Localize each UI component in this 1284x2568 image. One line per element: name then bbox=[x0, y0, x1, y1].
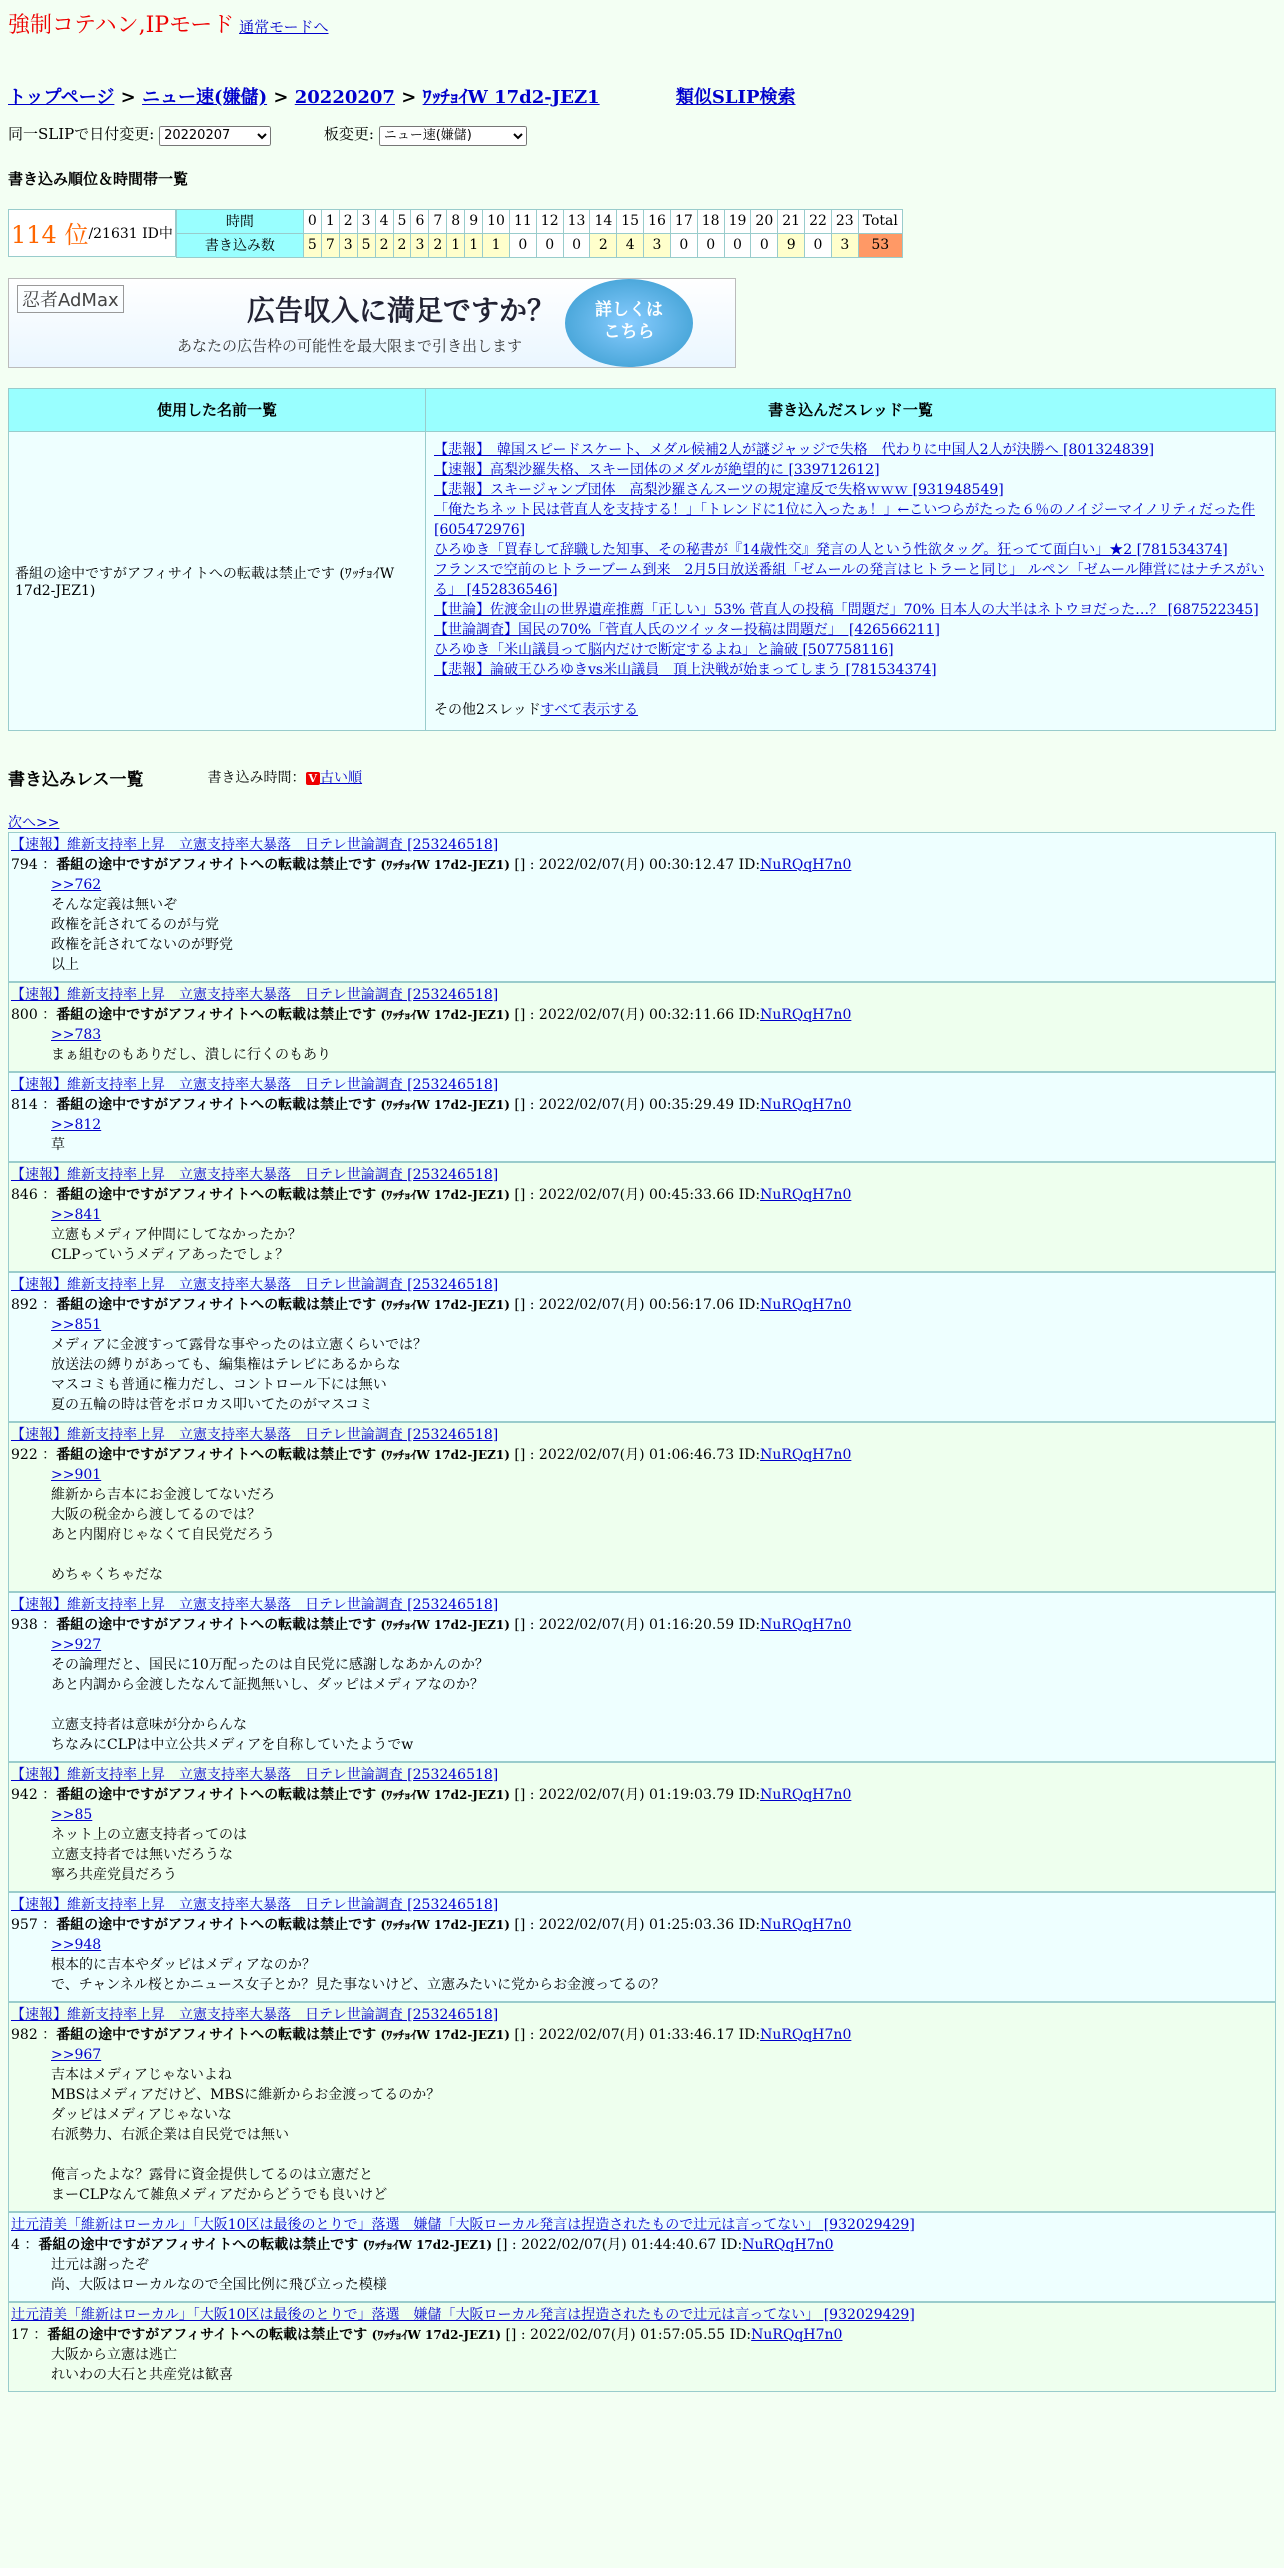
post-author-trip: (ﾜｯﾁｮｲW 17d2-JEZ1) bbox=[380, 1297, 510, 1312]
post-thread-link[interactable]: 【速報】維新支持率上昇 立憲支持率大暴落 日テレ世論調査 [253246518] bbox=[11, 986, 499, 1003]
post-id-label: ID: bbox=[738, 1186, 761, 1203]
post-id-link[interactable]: NuRQqH7n0 bbox=[760, 1096, 852, 1113]
post-author-name: 番組の途中ですがアフィサイトへの転載は禁止です bbox=[56, 1186, 377, 1203]
post-id-label: ID: bbox=[738, 856, 761, 873]
others-text: その他2スレッド bbox=[434, 701, 541, 718]
post-meta: 942 ：番組の途中ですがアフィサイトへの転載は禁止です (ﾜｯﾁｮｲW 17d2-JEZ1) [] : 2022/02/07(月) 01:19:03.79 ID:NuRQqH7n0 bbox=[11, 1786, 852, 1803]
post-id-link[interactable]: NuRQqH7n0 bbox=[760, 1186, 852, 1203]
page-title: 強制コテハン,IPモード bbox=[8, 13, 235, 38]
post-id-label: ID: bbox=[729, 2326, 752, 2343]
post-list bbox=[8, 832, 1276, 2392]
post-line: その論理だと、国民に10万配ったのは自民党に感謝しなあかんのか？ bbox=[51, 1656, 489, 1673]
board-select-label: 板変更: bbox=[323, 125, 374, 143]
hour-cell: 14 bbox=[590, 209, 617, 233]
ad-banner[interactable] bbox=[8, 278, 736, 368]
ad-cta-button[interactable] bbox=[565, 279, 693, 367]
post-date: [] : 2022/02/07(月) 00:56:17.06 bbox=[514, 1296, 735, 1313]
date-select-label: 同一SLIPで日付変更: bbox=[8, 125, 155, 143]
hour-cell: 20 bbox=[751, 209, 778, 233]
post-thread-link[interactable]: 【速報】維新支持率上昇 立憲支持率大暴落 日テレ世論調査 [253246518] bbox=[11, 1076, 499, 1093]
post-body bbox=[11, 2045, 1273, 2205]
pagination bbox=[8, 812, 1276, 832]
hour-cell: 12 bbox=[536, 209, 563, 233]
thread-link[interactable]: 【世論調査】国民の70%「菅直人氏のツイッター投稿は問題だ」 [426566211] bbox=[434, 621, 940, 638]
post-thread-link[interactable]: 【速報】維新支持率上昇 立憲支持率大暴落 日テレ世論調査 [253246518] bbox=[11, 1166, 499, 1183]
post-id-link[interactable]: NuRQqH7n0 bbox=[760, 1786, 852, 1803]
reply-anchor-link[interactable]: >>851 bbox=[51, 1316, 102, 1333]
post-meta: 794 ：番組の途中ですがアフィサイトへの転載は禁止です (ﾜｯﾁｮｲW 17d2-JEZ1) [] : 2022/02/07(月) 00:30:12.47 ID:NuRQqH7n0 bbox=[11, 856, 852, 873]
hour-cell: 0 bbox=[303, 209, 321, 233]
post-id-link[interactable]: NuRQqH7n0 bbox=[760, 1296, 852, 1313]
post-item bbox=[8, 1272, 1276, 1422]
count-cell: 3 bbox=[644, 233, 671, 257]
post-author-name: 番組の途中ですがアフィサイトへの転載は禁止です bbox=[56, 1786, 377, 1803]
hour-cell: 1 bbox=[321, 209, 339, 233]
post-author-name: 番組の途中ですがアフィサイトへの転載は禁止です bbox=[56, 1096, 377, 1113]
post-number: 17 bbox=[11, 2326, 29, 2343]
post-date: [] : 2022/02/07(月) 00:45:33.66 bbox=[514, 1186, 735, 1203]
post-line bbox=[51, 1695, 1273, 1715]
post-meta: 922 ：番組の途中ですがアフィサイトへの転載は禁止です (ﾜｯﾁｮｲW 17d2-JEZ1) [] : 2022/02/07(月) 01:06:46.73 ID:NuRQqH7n0 bbox=[11, 1446, 852, 1463]
hour-cell: 6 bbox=[411, 209, 429, 233]
count-cell: 0 bbox=[670, 233, 697, 257]
post-thread-link[interactable]: 【速報】維新支持率上昇 立憲支持率大暴落 日テレ世論調査 [253246518] bbox=[11, 1596, 499, 1613]
post-line: メディアに金渡すって露骨な事やったのは立憲くらいでは？ bbox=[51, 1336, 428, 1353]
post-body bbox=[11, 2255, 1273, 2295]
post-item bbox=[8, 982, 1276, 1072]
post-line bbox=[51, 2145, 1273, 2165]
count-cell: 1 bbox=[465, 233, 483, 257]
hour-cell: 11 bbox=[509, 209, 536, 233]
sort-v-icon: V bbox=[306, 772, 321, 785]
count-cell: 2 bbox=[393, 233, 411, 257]
post-item bbox=[8, 1592, 1276, 1762]
sort-control bbox=[208, 767, 363, 787]
post-item bbox=[8, 2212, 1276, 2302]
post-line: 大阪の税金から渡してるのでは？ bbox=[51, 1506, 261, 1523]
post-date: [] : 2022/02/07(月) 01:57:05.55 bbox=[505, 2326, 726, 2343]
ranking-row bbox=[8, 209, 1276, 258]
post-author-name: 番組の途中ですがアフィサイトへの転載は禁止です bbox=[56, 1006, 377, 1023]
post-line: 立憲もメディア仲間にしてなかったか？ bbox=[51, 1226, 302, 1243]
post-id-label: ID: bbox=[738, 1916, 761, 1933]
count-cell: 2 bbox=[590, 233, 617, 257]
post-author-name: 番組の途中ですがアフィサイトへの転載は禁止です bbox=[56, 1616, 377, 1633]
post-number: 938 bbox=[11, 1616, 38, 1633]
post-line: 政権を託されてないのが野党 bbox=[51, 936, 233, 953]
hours-row-label: 時間 bbox=[176, 209, 303, 233]
count-cell: 1 bbox=[483, 233, 510, 257]
post-number: 982 bbox=[11, 2026, 38, 2043]
count-cell: 0 bbox=[751, 233, 778, 257]
hour-cell: 22 bbox=[805, 209, 832, 233]
post-item bbox=[8, 2002, 1276, 2212]
post-author-trip: (ﾜｯﾁｮｲW 17d2-JEZ1) bbox=[362, 2237, 493, 2252]
post-body bbox=[11, 1205, 1273, 1265]
post-line: まぁ組むのもありだし、潰しに行くのもあり bbox=[51, 1046, 331, 1063]
breadcrumb bbox=[8, 83, 1276, 109]
next-page-link[interactable]: 次へ>> bbox=[8, 814, 60, 831]
post-thread-link[interactable]: 【速報】維新支持率上昇 立憲支持率大暴落 日テレ世論調査 [253246518] bbox=[11, 1426, 499, 1443]
post-meta: 800 ：番組の途中ですがアフィサイトへの転載は禁止です (ﾜｯﾁｮｲW 17d2-JEZ1) [] : 2022/02/07(月) 00:32:11.66 ID:NuRQqH7n0 bbox=[11, 1006, 852, 1023]
post-date: [] : 2022/02/07(月) 01:06:46.73 bbox=[514, 1446, 735, 1463]
count-cell: 3 bbox=[831, 233, 858, 257]
ad-cta-line2: こちら bbox=[603, 321, 655, 342]
post-line: 維新から吉本にお金渡してないだろ bbox=[51, 1486, 275, 1503]
reply-anchor-link[interactable]: >>927 bbox=[51, 1636, 102, 1653]
post-number: 4 bbox=[11, 2236, 20, 2253]
counts-row-label: 書き込み数 bbox=[176, 233, 303, 257]
post-item bbox=[8, 1072, 1276, 1162]
post-date: [] : 2022/02/07(月) 00:35:29.49 bbox=[514, 1096, 735, 1113]
reply-anchor-link[interactable]: >>85 bbox=[51, 1806, 93, 1823]
count-cell: 0 bbox=[536, 233, 563, 257]
hour-cell: 2 bbox=[339, 209, 357, 233]
post-body bbox=[11, 2345, 1273, 2385]
hour-cell: 5 bbox=[393, 209, 411, 233]
post-body bbox=[11, 1635, 1273, 1755]
count-cell: 9 bbox=[778, 233, 805, 257]
post-line: めちゃくちゃだな bbox=[51, 1566, 163, 1583]
hour-cell: 15 bbox=[617, 209, 644, 233]
thread-list bbox=[426, 431, 1276, 730]
sort-oldest-link[interactable]: 古い順 bbox=[320, 770, 363, 786]
post-item bbox=[8, 1762, 1276, 1892]
reply-anchor-link[interactable]: >>841 bbox=[51, 1206, 102, 1223]
post-thread-link[interactable]: 【速報】維新支持率上昇 立憲支持率大暴落 日テレ世論調査 [253246518] bbox=[11, 1276, 499, 1293]
post-date: [] : 2022/02/07(月) 01:16:20.59 bbox=[514, 1616, 735, 1633]
count-cell: 5 bbox=[303, 233, 321, 257]
post-author-trip: (ﾜｯﾁｮｲW 17d2-JEZ1) bbox=[380, 2027, 510, 2042]
ad-logo: 忍者AdMax bbox=[17, 285, 124, 313]
post-id-label: ID: bbox=[738, 1616, 761, 1633]
post-line: マスコミも普通に権力だし、コントロール下には無い bbox=[51, 1376, 387, 1393]
post-id-label: ID: bbox=[738, 1296, 761, 1313]
post-body bbox=[11, 1115, 1273, 1155]
post-meta: 4 ：番組の途中ですがアフィサイトへの転載は禁止です (ﾜｯﾁｮｲW 17d2-JEZ1) [] : 2022/02/07(月) 01:44:40.67 ID:NuRQqH7n0 bbox=[11, 2236, 834, 2253]
post-author-name: 番組の途中ですがアフィサイトへの転載は禁止です bbox=[56, 1916, 377, 1933]
post-line: れいわの大石と共産党は歓喜 bbox=[51, 2366, 233, 2383]
post-item bbox=[8, 1162, 1276, 1272]
post-id-label: ID: bbox=[738, 1786, 761, 1803]
post-id-link[interactable]: NuRQqH7n0 bbox=[760, 1446, 852, 1463]
post-line: 以上 bbox=[51, 956, 79, 973]
reply-anchor-link[interactable]: >>783 bbox=[51, 1026, 102, 1043]
post-meta: 814 ：番組の途中ですがアフィサイトへの転載は禁止です (ﾜｯﾁｮｲW 17d2-JEZ1) [] : 2022/02/07(月) 00:35:29.49 ID:NuRQqH7n0 bbox=[11, 1096, 852, 1113]
count-cell: 2 bbox=[375, 233, 393, 257]
post-author-name: 番組の途中ですがアフィサイトへの転載は禁止です bbox=[47, 2326, 368, 2343]
reply-anchor-link[interactable]: >>948 bbox=[51, 1936, 102, 1953]
post-line: MBSはメディアだけど、MBSに維新からお金渡ってるのか？ bbox=[51, 2086, 441, 2103]
post-id-label: ID: bbox=[738, 1006, 761, 1023]
post-date: [] : 2022/02/07(月) 00:30:12.47 bbox=[514, 856, 735, 873]
threads-col-header: 書き込んだスレッド一覧 bbox=[426, 388, 1276, 431]
post-number: 922 bbox=[11, 1446, 38, 1463]
post-id-label: ID: bbox=[738, 1096, 761, 1113]
breadcrumb-sep: > bbox=[120, 87, 136, 108]
post-meta: 982 ：番組の途中ですがアフィサイトへの転載は禁止です (ﾜｯﾁｮｲW 17d2-JEZ1) [] : 2022/02/07(月) 01:33:46.17 ID:NuRQqH7n0 bbox=[11, 2026, 852, 2043]
post-line: ネット上の立憲支持者ってのは bbox=[51, 1826, 247, 1843]
thread-link[interactable]: 【悲報】論破王ひろゆきvs米山議員 頂上決戦が始まってしまう [781534374] bbox=[434, 661, 937, 678]
thread-link[interactable]: ひろゆき「買春して辞職した知事、その秘書が『14歳性交』発言の人という性欲タッグ。狂ってて面白い」★2 [781534374] bbox=[434, 541, 1228, 558]
post-id-link[interactable]: NuRQqH7n0 bbox=[751, 2326, 843, 2343]
post-id-link[interactable]: NuRQqH7n0 bbox=[742, 2236, 834, 2253]
post-body bbox=[11, 1935, 1273, 1995]
post-line: 政権を託されてるのが与党 bbox=[51, 916, 219, 933]
post-line: 尚、大阪はローカルなので全国比例に飛び立った模様 bbox=[51, 2276, 387, 2293]
post-author-trip: (ﾜｯﾁｮｲW 17d2-JEZ1) bbox=[371, 2327, 502, 2342]
hour-cell: 13 bbox=[563, 209, 590, 233]
post-thread-link[interactable]: 辻元清美「維新はローカル」「大阪10区は最後のとりで」落選 嫌儲「大阪ローカル発言は捏造されたもので辻元は言ってない」 [932029429] bbox=[11, 2216, 915, 2233]
breadcrumb-board[interactable]: ニュー速(嫌儲) bbox=[142, 87, 268, 108]
breadcrumb-slip[interactable]: ﾜｯﾁｮｲW 17d2-JEZ1 bbox=[422, 87, 600, 108]
normal-mode-link[interactable]: 通常モードへ bbox=[239, 18, 329, 36]
post-line: 大阪から立憲は逃亡 bbox=[51, 2346, 177, 2363]
post-date: [] : 2022/02/07(月) 01:44:40.67 bbox=[496, 2236, 717, 2253]
hour-cell: 7 bbox=[429, 209, 447, 233]
hour-cell: 8 bbox=[447, 209, 465, 233]
ad-cta-line1: 詳しくは bbox=[595, 299, 663, 320]
ad-subtext: あなたの広告枠の可能性を最大限まで引き出します bbox=[177, 336, 523, 355]
post-line: 吉本はメディアじゃないよね bbox=[51, 2066, 232, 2083]
post-author-name: 番組の途中ですがアフィサイトへの転載は禁止です bbox=[38, 2236, 359, 2253]
thread-link[interactable]: 【速報】高梨沙羅失格、スキー団体のメダルが絶望的に [339712612] bbox=[434, 461, 880, 478]
post-date: [] : 2022/02/07(月) 01:33:46.17 bbox=[514, 2026, 735, 2043]
post-id-label: ID: bbox=[738, 1446, 761, 1463]
reply-anchor-link[interactable]: >>967 bbox=[51, 2046, 102, 2063]
post-line: 右派勢力、右派企業は自民党では無い bbox=[51, 2126, 289, 2143]
hour-cell: 16 bbox=[644, 209, 671, 233]
count-cell: 0 bbox=[697, 233, 724, 257]
post-body bbox=[11, 875, 1273, 975]
count-cell: 3 bbox=[411, 233, 429, 257]
post-line: 辻元は謝ったぞ bbox=[51, 2256, 149, 2273]
post-thread-link[interactable]: 辻元清美「維新はローカル」「大阪10区は最後のとりで」落選 嫌儲「大阪ローカル発言は捏造されたもので辻元は言ってない」 [932029429] bbox=[11, 2306, 915, 2323]
post-id-label: ID: bbox=[720, 2236, 743, 2253]
similar-slip-search-link[interactable]: 類似SLIP検索 bbox=[675, 87, 796, 108]
post-line bbox=[51, 1545, 1273, 1565]
post-author-trip: (ﾜｯﾁｮｲW 17d2-JEZ1) bbox=[380, 1617, 510, 1632]
hour-cell: 19 bbox=[724, 209, 751, 233]
count-cell: 0 bbox=[563, 233, 590, 257]
post-author-trip: (ﾜｯﾁｮｲW 17d2-JEZ1) bbox=[380, 1007, 510, 1022]
post-author-name: 番組の途中ですがアフィサイトへの転載は禁止です bbox=[56, 2026, 377, 2043]
hour-cell: 3 bbox=[357, 209, 375, 233]
post-number: 892 bbox=[11, 1296, 38, 1313]
rank-total: /21631 ID中 bbox=[88, 225, 173, 242]
count-cell: 0 bbox=[724, 233, 751, 257]
post-line: あと内調から金渡したなんて証拠無いし、ダッピはメディアなのか？ bbox=[51, 1676, 484, 1693]
post-line: 放送法の縛りがあっても、編集権はテレビにあるからな bbox=[51, 1356, 401, 1373]
post-line: あと内閣府じゃなくて自民党だろう bbox=[51, 1526, 275, 1543]
post-number: 814 bbox=[11, 1096, 38, 1113]
post-author-name: 番組の途中ですがアフィサイトへの転載は禁止です bbox=[56, 1446, 377, 1463]
thread-link[interactable]: 【世論】佐渡金山の世界遺産推薦「正しい」53% 菅直人の投稿「問題だ」70% 日本人の大半はネトウヨだった…？ [687522345] bbox=[434, 601, 1259, 618]
post-number: 794 bbox=[11, 856, 38, 873]
thread-link[interactable]: 「俺たちネット民は菅直人を支持する！」「トレンドに1位に入ったぁ！」←こいつらがたった６％のノイジーマイノリティだった件 [605472976] bbox=[434, 501, 1255, 538]
ad-headline: 広告収入に満足ですか？ bbox=[247, 293, 556, 327]
hour-cell: 17 bbox=[670, 209, 697, 233]
post-id-link[interactable]: NuRQqH7n0 bbox=[760, 856, 852, 873]
names-col-header: 使用した名前一覧 bbox=[9, 388, 426, 431]
post-meta: 892 ：番組の途中ですがアフィサイトへの転載は禁止です (ﾜｯﾁｮｲW 17d2-JEZ1) [] : 2022/02/07(月) 00:56:17.06 ID:NuRQqH7n0 bbox=[11, 1296, 852, 1313]
hour-cell: 10 bbox=[483, 209, 510, 233]
post-meta: 17 ：番組の途中ですがアフィサイトへの転載は禁止です (ﾜｯﾁｮｲW 17d2-JEZ1) [] : 2022/02/07(月) 01:57:05.55 ID:NuRQqH7n0 bbox=[11, 2326, 843, 2343]
reply-anchor-link[interactable]: >>762 bbox=[51, 876, 102, 893]
post-author-trip: (ﾜｯﾁｮｲW 17d2-JEZ1) bbox=[380, 1187, 510, 1202]
post-meta: 957 ：番組の途中ですがアフィサイトへの転載は禁止です (ﾜｯﾁｮｲW 17d2-JEZ1) [] : 2022/02/07(月) 01:25:03.36 ID:NuRQqH7n0 bbox=[11, 1916, 852, 1933]
ranking-heading: 書き込み順位＆時間帯一覧 bbox=[8, 169, 189, 188]
post-thread-link[interactable]: 【速報】維新支持率上昇 立憲支持率大暴落 日テレ世論調査 [253246518] bbox=[11, 836, 499, 853]
post-body bbox=[11, 1805, 1273, 1885]
board-select[interactable] bbox=[379, 126, 527, 146]
post-author-name: 番組の途中ですがアフィサイトへの転載は禁止です bbox=[56, 1296, 377, 1313]
post-number: 942 bbox=[11, 1786, 38, 1803]
post-meta: 938 ：番組の途中ですがアフィサイトへの転載は禁止です (ﾜｯﾁｮｲW 17d2-JEZ1) [] : 2022/02/07(月) 01:16:20.59 ID:NuRQqH7n0 bbox=[11, 1616, 852, 1633]
reply-anchor-link[interactable]: >>812 bbox=[51, 1116, 102, 1133]
post-id-label: ID: bbox=[738, 2026, 761, 2043]
thread-link[interactable]: フランスで空前のヒトラーブーム到来 2月5日放送番組「ゼムールの発言はヒトラーと同じ」 ルペン「ゼムール陣営にはナチスがいる」 [452836546] bbox=[434, 561, 1265, 598]
post-id-link[interactable]: NuRQqH7n0 bbox=[760, 1916, 852, 1933]
post-line: 夏の五輪の時は菅をボロカス叩いてたのがマスコミ bbox=[51, 1396, 373, 1413]
count-cell: 0 bbox=[509, 233, 536, 257]
time-label: 書き込み時間： bbox=[207, 770, 306, 786]
post-line: 立憲支持者は意味が分からんな bbox=[51, 1716, 247, 1733]
posts-title: 書き込みレス一覧 bbox=[8, 769, 144, 790]
post-author-trip: (ﾜｯﾁｮｲW 17d2-JEZ1) bbox=[380, 1447, 510, 1462]
post-body bbox=[11, 1315, 1273, 1415]
date-select[interactable] bbox=[159, 126, 271, 146]
hour-cell: Total bbox=[858, 209, 902, 233]
post-line: CLPっていうメディアあったでしょ？ bbox=[51, 1246, 290, 1263]
show-all-link[interactable]: すべて表示する bbox=[540, 701, 639, 718]
post-item bbox=[8, 1422, 1276, 1592]
hourly-table bbox=[176, 209, 903, 258]
post-item bbox=[8, 1892, 1276, 2002]
post-line: 俺言ったよな？露骨に資金提供してるのは立憲だと bbox=[51, 2166, 373, 2183]
post-thread-link[interactable]: 【速報】維新支持率上昇 立憲支持率大暴落 日テレ世論調査 [253246518] bbox=[11, 2006, 499, 2023]
thread-link[interactable]: ひろゆき「米山議員って脳内だけで断定するよね」と論破 [507758116] bbox=[434, 641, 894, 658]
post-item bbox=[8, 2302, 1276, 2392]
thread-link[interactable]: 【悲報】スキージャンプ団体 高梨沙羅さんスーツの規定違反で失格ｗｗｗ [931948549] bbox=[434, 481, 1004, 498]
posts-header bbox=[8, 765, 1276, 790]
post-author-trip: (ﾜｯﾁｮｲW 17d2-JEZ1) bbox=[380, 1097, 510, 1112]
post-id-link[interactable]: NuRQqH7n0 bbox=[760, 1006, 852, 1023]
post-line: そんな定義は無いぞ bbox=[51, 896, 177, 913]
hour-cell: 23 bbox=[831, 209, 858, 233]
count-cell: 7 bbox=[321, 233, 339, 257]
post-line: 根本的に吉本やダッピはメディアなのか？ bbox=[51, 1956, 316, 1973]
rank-value: 114 位 bbox=[11, 221, 89, 249]
post-date: [] : 2022/02/07(月) 01:25:03.36 bbox=[514, 1916, 735, 1933]
post-line: ダッピはメディアじゃないな bbox=[51, 2106, 232, 2123]
count-cell: 4 bbox=[617, 233, 644, 257]
post-body bbox=[11, 1465, 1273, 1585]
breadcrumb-sep: > bbox=[401, 87, 417, 108]
post-author-name: 番組の途中ですがアフィサイトへの転載は禁止です bbox=[56, 856, 377, 873]
used-name: 番組の途中ですがアフィサイトへの転載は禁止です (ﾜｯﾁｮｲW 17d2-JEZ1) bbox=[9, 431, 426, 730]
post-thread-link[interactable]: 【速報】維新支持率上昇 立憲支持率大暴落 日テレ世論調査 [253246518] bbox=[11, 1896, 499, 1913]
post-author-trip: (ﾜｯﾁｮｲW 17d2-JEZ1) bbox=[380, 1917, 510, 1932]
names-table bbox=[8, 388, 1276, 731]
hour-cell: 4 bbox=[375, 209, 393, 233]
post-author-trip: (ﾜｯﾁｮｲW 17d2-JEZ1) bbox=[380, 857, 510, 872]
post-body bbox=[11, 1025, 1273, 1065]
reply-anchor-link[interactable]: >>901 bbox=[51, 1466, 102, 1483]
post-thread-link[interactable]: 【速報】維新支持率上昇 立憲支持率大暴落 日テレ世論調査 [253246518] bbox=[11, 1766, 499, 1783]
count-cell: 1 bbox=[447, 233, 465, 257]
breadcrumb-date[interactable]: 20220207 bbox=[294, 87, 395, 108]
page-header bbox=[8, 8, 1276, 39]
post-date: [] : 2022/02/07(月) 01:19:03.79 bbox=[514, 1786, 735, 1803]
count-cell: 53 bbox=[858, 233, 902, 257]
count-cell: 2 bbox=[429, 233, 447, 257]
post-line: 立憲支持者では無いだろうな bbox=[51, 1846, 233, 1863]
count-cell: 0 bbox=[805, 233, 832, 257]
selector-bar bbox=[8, 123, 1276, 146]
post-number: 800 bbox=[11, 1006, 38, 1023]
count-cell: 5 bbox=[357, 233, 375, 257]
breadcrumb-top[interactable]: トップページ bbox=[8, 87, 115, 108]
hour-cell: 21 bbox=[778, 209, 805, 233]
post-line: 寧ろ共産党員だろう bbox=[51, 1866, 177, 1883]
others-line bbox=[434, 700, 1267, 720]
breadcrumb-sep: > bbox=[273, 87, 289, 108]
count-cell: 3 bbox=[339, 233, 357, 257]
post-number: 846 bbox=[11, 1186, 38, 1203]
post-author-trip: (ﾜｯﾁｮｲW 17d2-JEZ1) bbox=[380, 1787, 510, 1802]
thread-link[interactable]: 【悲報】 韓国スピードスケート、メダル候補2人が謎ジャッジで失格 代わりに中国人2人が決勝へ [801324839] bbox=[434, 441, 1155, 458]
post-id-link[interactable]: NuRQqH7n0 bbox=[760, 1616, 852, 1633]
hour-cell: 9 bbox=[465, 209, 483, 233]
rank-box bbox=[8, 209, 176, 257]
hour-cell: 18 bbox=[697, 209, 724, 233]
post-date: [] : 2022/02/07(月) 00:32:11.66 bbox=[514, 1006, 735, 1023]
post-meta: 846 ：番組の途中ですがアフィサイトへの転載は禁止です (ﾜｯﾁｮｲW 17d2-JEZ1) [] : 2022/02/07(月) 00:45:33.66 ID:NuRQqH7n0 bbox=[11, 1186, 852, 1203]
post-line: まーCLPなんて雑魚メディアだからどうでも良いけど bbox=[51, 2186, 388, 2203]
post-number: 957 bbox=[11, 1916, 38, 1933]
post-line: 草 bbox=[51, 1136, 65, 1153]
post-id-link[interactable]: NuRQqH7n0 bbox=[760, 2026, 852, 2043]
post-line: ちなみにCLPは中立公共メディアを自称していたようでw bbox=[51, 1736, 414, 1753]
post-item bbox=[8, 832, 1276, 982]
post-line: で、チャンネル桜とかニュース女子とか？見た事ないけど、立憲みたいに党からお金渡ってるの？ bbox=[51, 1976, 666, 1993]
